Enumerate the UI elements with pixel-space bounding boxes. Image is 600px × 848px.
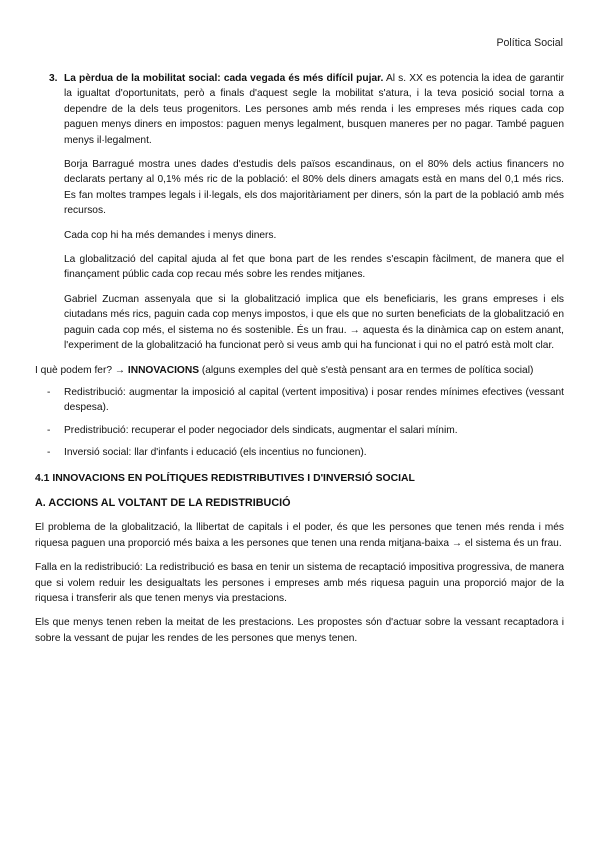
question-lead: I què podem fer? → bbox=[35, 364, 128, 376]
subsection-heading-a: A. ACCIONS AL VOLTANT DE LA REDISTRIBUCIÓ bbox=[35, 496, 291, 509]
question-paragraph bbox=[35, 363, 564, 378]
item-3-intro-paragraph bbox=[64, 71, 564, 148]
list-marker: - bbox=[47, 386, 51, 398]
item-3-intro-text: Al s. XX es potencia la idea de garantir la igualtat d'oportunitats, però a finals d'aquest segle la mobilitat s'atura, i la teva posició social torna a dependre de la dels teus progenitors. Les persones amb més renda i les empreses més riques cada cop paguen menys diners en impostos: paguen menys legalment, busquen maneres per no pagar. També paguen menys il·legalment. bbox=[64, 73, 564, 146]
list-marker: - bbox=[47, 424, 51, 436]
item-number: 3. bbox=[49, 73, 58, 84]
question-rest: (alguns exemples del què s'està pensant ara en termes de política social) bbox=[199, 364, 534, 376]
paragraph-demandes: Cada cop hi ha més demandes i menys diners. bbox=[64, 229, 277, 241]
paragraph-problema: El problema de la globalització, la llibertat de capitals i el poder, és que les persones que tenen més renda i més riquesa paguen una proporció més baixa a les persones que tenen una renda mitjana-baixa → el sistema és un frau. bbox=[35, 522, 564, 549]
list-item-text: Predistribució: recuperar el poder negociador dels sindicats, augmentar el salari mínim. bbox=[64, 424, 458, 436]
paragraph-zucman: Gabriel Zucman assenyala que si la globalització implica que els beneficiaris, les grans empreses i els ciutadans més rics, paguin cada cop menys impostos, i que els que no surten beneficiats de la globalització en paguin cada cop més, el sistema no és sostenible. És un frau. → aquesta és la dinàmica cap on estem anant, l'experiment de la globalització ha funcionat però si veus amb qui ha funcionat i qui no el patró està molt clar. bbox=[64, 293, 564, 352]
list-item-text: Redistribució: augmentar la imposició al capital (vertent impositiva) i posar rendes mínimes efectives (vessant despesa). bbox=[64, 386, 564, 414]
paragraph-globalitzacio: La globalització del capital ajuda al fet que bona part de les rendes s'escapin fàcilment, de manera que el finançament públic cada cop recau més sobre les rendes mitjanes. bbox=[64, 254, 564, 281]
list-item-text: Inversió social: llar d'infants i educació (els incentius no funcionen). bbox=[64, 447, 367, 459]
list-marker: - bbox=[47, 447, 51, 459]
paragraph-falla: Falla en la redistribució: La redistribució es basa en tenir un sistema de recaptació impositiva progressiva, de manera que si volem reduir les desigualtats les persones i empreses amb més riquesa paguin una proporció major de la riquesa i transferir als que tenen menys via prestacions. bbox=[35, 562, 564, 604]
item-3-title: La pèrdua de la mobilitat social: cada vegada és més difícil pujar. bbox=[64, 73, 384, 84]
question-keyword: INNOVACIONS bbox=[127, 364, 200, 376]
numbered-item-3 bbox=[35, 71, 564, 148]
list-item bbox=[35, 385, 564, 416]
section-heading-4-1: 4.1 INNOVACIONS EN POLÍTIQUES REDISTRIBUTIVES I D'INVERSIÓ SOCIAL bbox=[35, 472, 415, 484]
page-body bbox=[35, 71, 564, 646]
running-header: Política Social bbox=[496, 37, 563, 49]
paragraph-barrague: Borja Barragué mostra unes dades d'estudis dels països escandinaus, on el 80% dels actius financers no declarats pertany al 0,1% més ric de la població: el 80% dels diners amagats està en mans del 0,1 més rics. Es fan moltes trampes legals i il·legals, els dos majoritàriament per diners, són la part de la població amb més recursos. bbox=[64, 159, 564, 217]
list-item bbox=[35, 445, 564, 460]
paragraph-prestacions: Els que menys tenen reben la meitat de les prestacions. Les propostes són d'actuar sobre la vessant recaptadora i sobre la vessant de pujar les rendes de les persones que menys tenen. bbox=[35, 617, 564, 644]
list-item bbox=[35, 423, 564, 438]
innovations-list bbox=[35, 385, 564, 461]
